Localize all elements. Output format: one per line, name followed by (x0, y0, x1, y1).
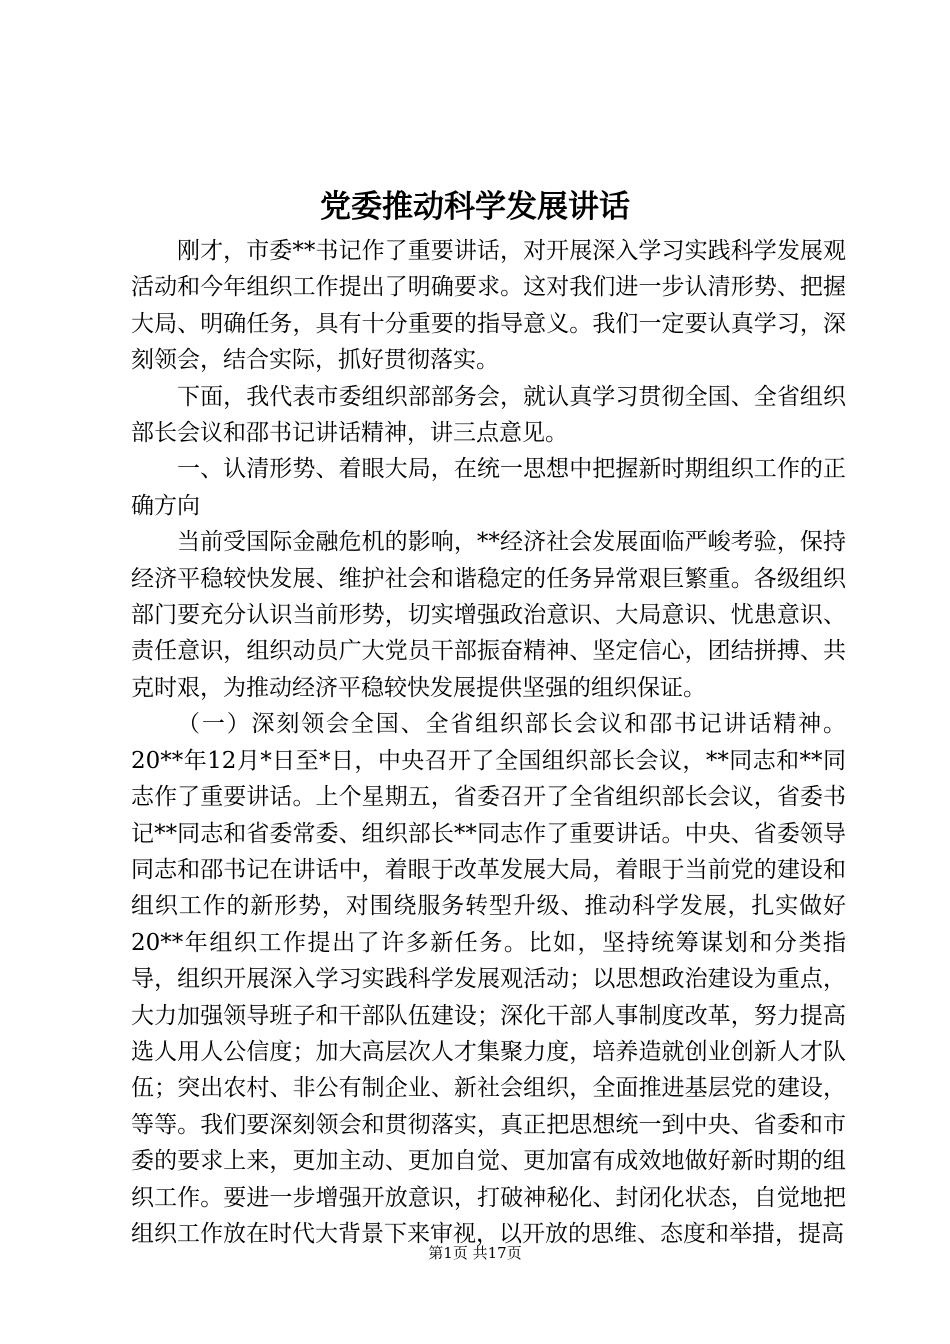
paragraph: 当前受国际金融危机的影响，**经济社会发展面临严峻考验，保持经济平稳较快发展、维护社会和谐稳定的任务异常艰巨繁重。各级组织部门要充分认识当前形势，切实增强政治意识、大局意识、忧患意识、责任意识，组织动员广大党员干部振奋精神、坚定信心，团结拼搏、共克时艰，为推动经济平稳较快发展提供坚强的组织保证。 (131, 529, 846, 701)
document-body (131, 233, 846, 1252)
section-heading: 一、认清形势、着眼大局，在统一思想中把握新时期组织工作的正确方向 (131, 456, 846, 519)
document-title: 党委推动科学发展讲话 (320, 189, 630, 225)
paragraph: 刚才，市委**书记作了重要讲话，对开展深入学习实践科学发展观活动和今年组织工作提出了明确要求。这对我们进一步认清形势、把握大局、明确任务，具有十分重要的指导意义。我们一定要认真学习，深刻领会，结合实际，抓好贯彻落实。 (131, 238, 846, 374)
paragraph: 下面，我代表市委组织部部务会，就认真学习贯彻全国、全省组织部长会议和邵书记讲话精神，讲三点意见。 (131, 383, 846, 447)
paragraph: （一）深刻领会全国、全省组织部长会议和邵书记讲话精神。20**年12月*日至*日，中央召开了全国组织部长会议，**同志和**同志作了重要讲话。上个星期五，省委召开了全省组织部长会议，省委书记**同志和省委常委、组织部长**同志作了重要讲话。中央、省委领导同志和邵书记在讲话中，着眼于改革发展大局，着眼于当前党的建设和组织工作的新形势，对围绕服务转型升级、推动科学发展，扎实做好20**年组织工作提出了许多新任务。比如，坚持统筹谋划和分类指导，组织开展深入学习实践科学发展观活动；以思想政治建设为重点，大力加强领导班子和干部队伍建设；深化干部人事制度改革，努力提高选人用人公信度；加大高层次人才集聚力度，培养造就创业创新人才队伍；突出农村、非公有制企业、新社会组织，全面推进基层党的建设，等等。我们要深刻领会和贯彻落实，真正把思想统一到中央、省委和市委的要求上来，更加主动、更加自觉、更加富有成效地做好新时期的组织工作。要进一步增强开放意识，打破神秘化、封闭化状态，自觉地把组织工作放在时代大背景下来审视，以开放的思维、态度和举措，提高 (131, 711, 846, 1247)
page-number: 第1页 共17页 (428, 1244, 522, 1262)
